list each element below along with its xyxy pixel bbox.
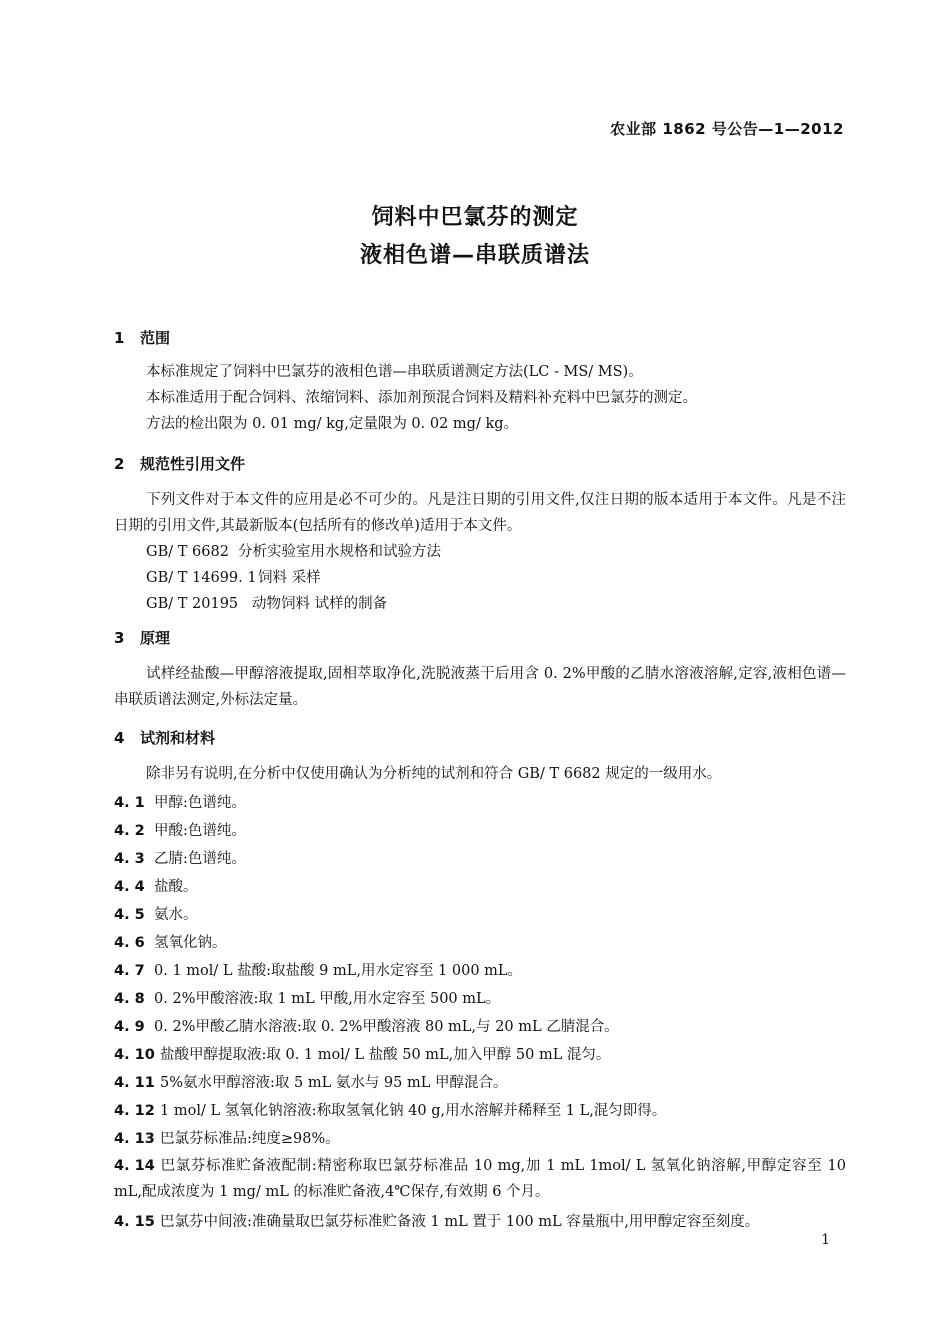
list-item (114, 959, 522, 980)
list-item (114, 1099, 666, 1120)
paragraph: 方法的检出限为 0. 01 mg/ kg,定量限为 0. 02 mg/ kg。 (146, 416, 519, 432)
item-number: 4. 13 (114, 1131, 155, 1147)
item-text: 0. 1 mol/ L 盐酸:取盐酸 9 mL,用水定容至 1 000 mL。 (154, 963, 523, 979)
section-number: 3 (114, 629, 125, 647)
paragraph: 下列文件对于本文件的应用是必不可少的。凡是注日期的引用文件,仅注日期的版本适用于本文件。凡是不注日期的引用文件,其最新版本(包括所有的修改单)适用于本文件。 (114, 492, 846, 534)
section-number: 1 (114, 329, 125, 347)
reference-item (146, 592, 387, 613)
item-text: 0. 2%甲酸溶液:取 1 mL 甲酸,用水定容至 500 mL。 (154, 991, 501, 1007)
section-1-heading (114, 327, 170, 348)
item-number: 4. 2 (114, 823, 145, 839)
reference-code: GB/ T 14699. 1 (146, 570, 257, 586)
item-number: 4. 3 (114, 851, 145, 867)
document-header-id: 农业部 1862 号公告—1—2012 (610, 120, 844, 138)
list-item (114, 1210, 759, 1231)
item-text: 5%氨水甲醇溶液:取 5 mL 氨水与 95 mL 甲醇混合。 (160, 1075, 508, 1091)
item-number: 4. 10 (114, 1047, 155, 1063)
reference-code: GB/ T 6682 (146, 544, 229, 560)
section-3-heading (114, 627, 170, 648)
item-number: 4. 5 (114, 907, 145, 923)
list-item (114, 1127, 340, 1148)
section-title: 范围 (140, 329, 171, 347)
item-text: 巴氯芬标准贮备液配制:精密称取巴氯芬标准品 10 mg,加 1 mL 1mol/ L 氢氧化钠溶解,甲醇定容至 10 mL,配成浓度为 1 mg/ mL 的标准贮备液,4℃保存,有效期 6 个月。 (114, 1158, 846, 1200)
reference-name: 饲料 采样 (258, 570, 321, 586)
page-number: 1 (821, 1232, 830, 1248)
list-item (114, 1153, 846, 1205)
list-item (114, 875, 198, 896)
list-item (114, 987, 500, 1008)
item-text: 巴氯芬中间液:准确量取巴氯芬标准贮备液 1 mL 置于 100 mL 容量瓶中,用甲醇定容至刻度。 (160, 1214, 760, 1230)
item-number: 4. 7 (114, 963, 145, 979)
reference-item (146, 566, 321, 587)
item-number: 4. 8 (114, 991, 145, 1007)
item-text: 甲醇:色谱纯。 (154, 795, 246, 811)
list-item (114, 1015, 619, 1036)
section-title: 原理 (140, 629, 171, 647)
title-line-1: 饲料中巴氯芬的测定 (371, 205, 579, 230)
item-text: 巴氯芬标准品:纯度≥98%。 (160, 1131, 340, 1147)
list-item (114, 903, 198, 924)
item-text: 氢氧化钠。 (154, 935, 227, 951)
paragraph: 除非另有说明,在分析中仅使用确认为分析纯的试剂和符合 GB/ T 6682 规定的一级用水。 (146, 766, 722, 782)
item-number: 4. 9 (114, 1019, 145, 1035)
title-line-2: 液相色谱—串联质谱法 (359, 243, 590, 268)
item-number: 4. 11 (114, 1075, 155, 1091)
item-number: 4. 15 (114, 1214, 155, 1230)
item-text: 1 mol/ L 氢氧化钠溶液:称取氢氧化钠 40 g,用水溶解并稀释至 1 L,混匀即得。 (160, 1103, 667, 1119)
list-item (114, 791, 246, 812)
section-title: 试剂和材料 (140, 729, 216, 747)
item-text: 盐酸。 (154, 879, 198, 895)
item-number: 4. 4 (114, 879, 145, 895)
list-item (114, 931, 227, 952)
item-text: 0. 2%甲酸乙腈水溶液:取 0. 2%甲酸溶液 80 mL,与 20 mL 乙腈混合。 (154, 1019, 619, 1035)
paragraph: 本标准规定了饲料中巴氯芬的液相色谱—串联质谱测定方法(LC - MS/ MS)。 (146, 364, 643, 380)
item-number: 4. 1 (114, 795, 145, 811)
item-text: 氨水。 (154, 907, 198, 923)
section-number: 4 (114, 729, 125, 747)
reference-item (146, 540, 441, 561)
list-item (114, 1043, 610, 1064)
item-number: 4. 6 (114, 935, 145, 951)
section-4-heading (114, 727, 215, 748)
section-title: 规范性引用文件 (140, 455, 246, 473)
item-text: 乙腈:色谱纯。 (154, 851, 246, 867)
section-number: 2 (114, 455, 125, 473)
list-item (114, 819, 246, 840)
list-item (114, 1071, 507, 1092)
reference-name: 动物饲料 试样的制备 (252, 596, 388, 612)
paragraph: 本标准适用于配合饲料、浓缩饲料、添加剂预混合饲料及精料补充料中巴氯芬的测定。 (146, 390, 697, 406)
reference-code: GB/ T 20195 (146, 596, 239, 612)
item-number: 4. 14 (114, 1158, 155, 1174)
list-item (114, 847, 246, 868)
item-text: 盐酸甲醇提取液:取 0. 1 mol/ L 盐酸 50 mL,加入甲醇 50 mL 混匀。 (160, 1047, 611, 1063)
item-text: 甲酸:色谱纯。 (154, 823, 246, 839)
paragraph: 试样经盐酸—甲醇溶液提取,固相萃取净化,洗脱液蒸干后用含 0. 2%甲酸的乙腈水溶液溶解,定容,液相色谱—串联质谱法测定,外标法定量。 (114, 666, 846, 708)
item-number: 4. 12 (114, 1103, 155, 1119)
reference-name: 分析实验室用水规格和试验方法 (238, 544, 441, 560)
section-2-heading (114, 453, 245, 474)
